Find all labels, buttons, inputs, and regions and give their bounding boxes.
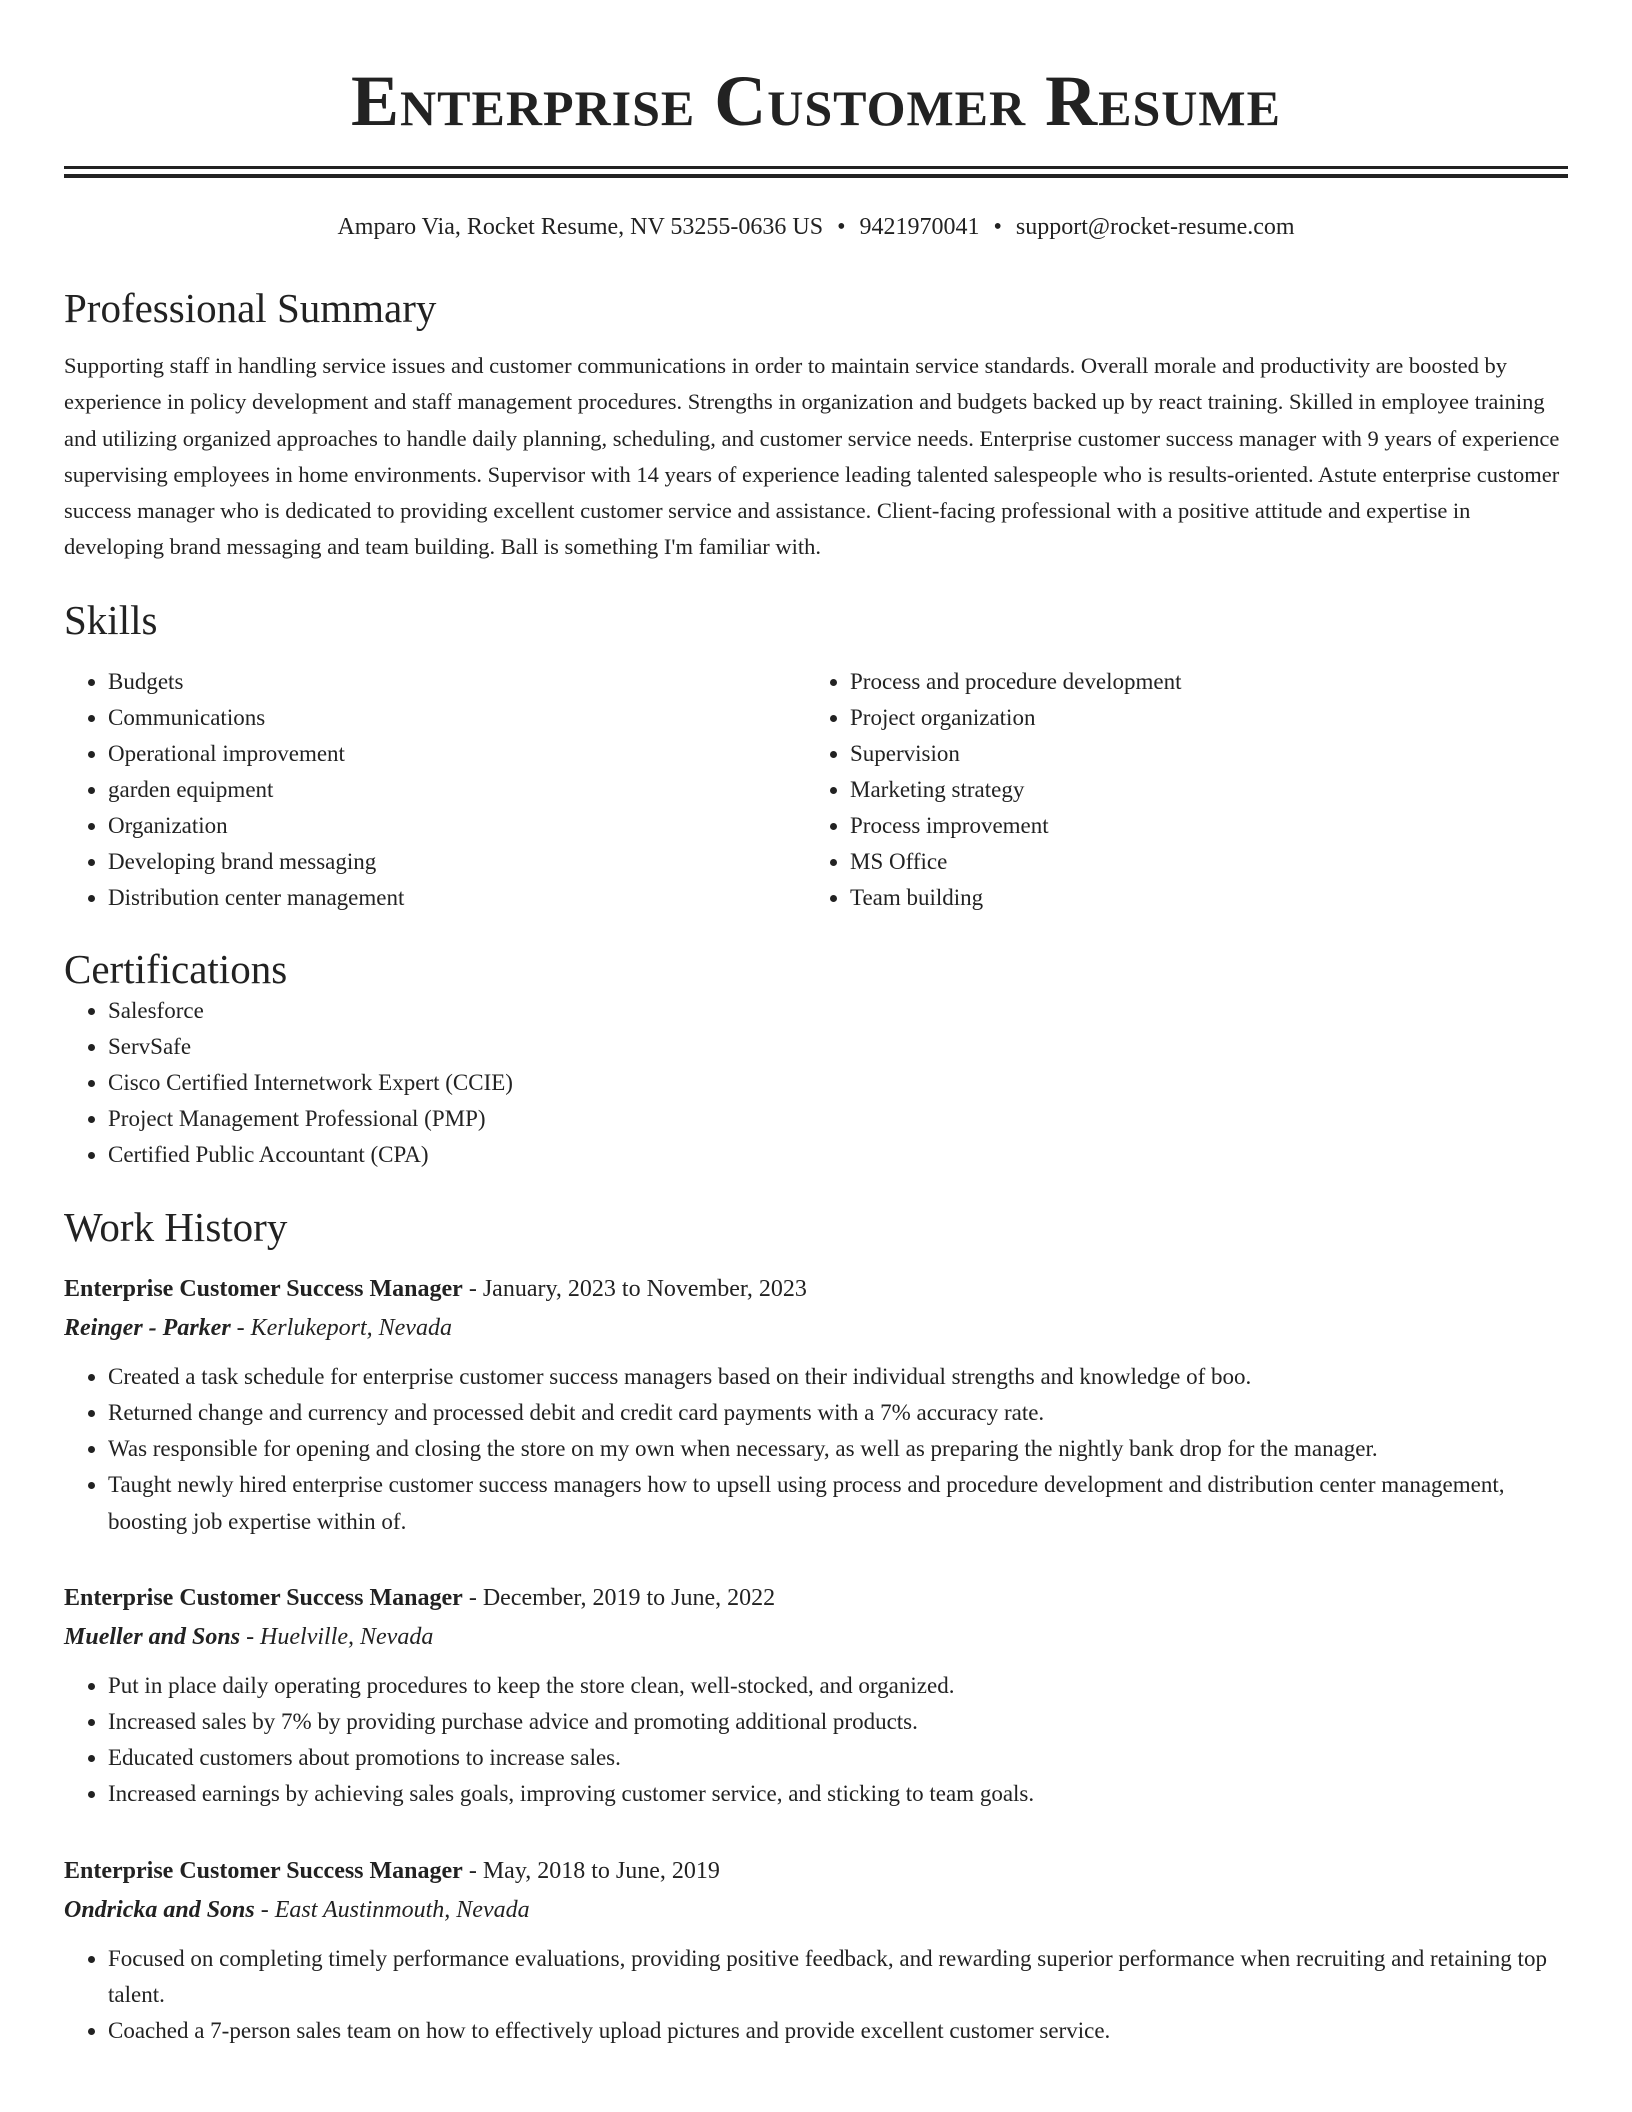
job-title-line	[64, 1578, 1568, 1618]
summary-text: Supporting staff in handling service issues and customer communications in order to maintain service standards. Overall morale and productivity are boosted by experience in policy development and staff management procedures. Strengths in organization and budgets backed up by react training. Skilled in employee training and utilizing organized approaches to handle daily planning, scheduling, and customer service needs. Enterprise customer success manager with 9 years of experience supervising employees in home environments. Supervisor with 14 years of experience leading talented salespeople who is results-oriented. Astute enterprise customer success manager who is dedicated to providing excellent customer service and assistance. Client-facing professional with a positive attitude and expertise in developing brand messaging and team building. Ball is something I'm familiar with.	[64, 353, 1560, 560]
job-location: - East Austinmouth, Nevada	[254, 1896, 530, 1923]
skill-item: • Distribution center management	[108, 880, 806, 916]
job-bullet: • Focused on completing timely performance evaluations, providing positive feedback, and rewarding superior performance when recruiting and retaining top talent.	[108, 1941, 1568, 2013]
certification-item: • Salesforce	[108, 993, 1568, 1029]
certifications-heading: Certifications	[64, 945, 288, 992]
certifications-list	[64, 993, 1568, 1173]
job-location: - Kerlukeport, Nevada	[230, 1314, 452, 1341]
job-title: Enterprise Customer Success Manager	[64, 1857, 463, 1884]
certification-item: • ServSafe	[108, 1029, 1568, 1065]
contact-phone[interactable]: 9421970041	[859, 214, 980, 240]
skill-item: • garden equipment	[108, 772, 806, 808]
skill-item: • Supervision	[850, 736, 1548, 772]
contact-line	[64, 212, 1568, 242]
job-company-line	[64, 1309, 1568, 1347]
job-bullet: • Increased earnings by achieving sales goals, improving customer service, and sticking to team goals.	[108, 1776, 1568, 1812]
certification-item: • Project Management Professional (PMP)	[108, 1101, 1568, 1137]
job-bullet: • Created a task schedule for enterprise customer success managers based on their individual strengths and knowledge of boo.	[108, 1359, 1568, 1395]
skill-item: • Process improvement	[850, 808, 1548, 844]
job-bullet: • Put in place daily operating procedures to keep the store clean, well-stocked, and organized.	[108, 1668, 1568, 1704]
job-bullet: • Educated customers about promotions to increase sales.	[108, 1740, 1568, 1776]
job-dates: - May, 2018 to June, 2019	[462, 1857, 720, 1884]
work-history-heading: Work History	[64, 1203, 288, 1250]
job-entry	[64, 1851, 1568, 2050]
resume-title: Enterprise Customer Resume	[351, 61, 1281, 141]
skills-heading: Skills	[64, 596, 158, 643]
skill-item: • Budgets	[108, 664, 806, 700]
contact-email[interactable]: support@rocket-resume.com	[1015, 214, 1295, 240]
job-company: Mueller and Sons	[64, 1623, 241, 1650]
job-company: Ondricka and Sons	[64, 1896, 255, 1923]
job-bullet: • Was responsible for opening and closing the store on my own when necessary, as well as preparing the nightly bank drop for the manager.	[108, 1431, 1568, 1467]
title-divider	[64, 166, 1568, 178]
skill-item: • Organization	[108, 808, 806, 844]
job-bullets	[64, 1668, 1568, 1813]
job-bullet: • Coached a 7-person sales team on how to effectively upload pictures and provide excellent customer service.	[108, 2013, 1568, 2049]
certification-item: • Certified Public Accountant (CPA)	[108, 1137, 1568, 1173]
skill-item: • Marketing strategy	[850, 772, 1548, 808]
job-entry	[64, 1578, 1568, 1813]
summary-heading: Professional Summary	[64, 285, 437, 331]
contact-separator: •	[993, 214, 1002, 240]
skills-column-left	[64, 664, 806, 916]
certification-item: • Cisco Certified Internetwork Expert (CCIE)	[108, 1065, 1568, 1101]
job-company-line	[64, 1618, 1568, 1656]
job-bullets	[64, 1941, 1568, 2050]
job-title: Enterprise Customer Success Manager	[64, 1275, 463, 1302]
skill-item: • Project organization	[850, 700, 1548, 736]
job-company-line	[64, 1891, 1568, 1929]
job-bullet: • Returned change and currency and processed debit and credit card payments with a 7% accuracy rate.	[108, 1395, 1568, 1431]
job-bullet: • Increased sales by 7% by providing purchase advice and promoting additional products.	[108, 1704, 1568, 1740]
skills-list	[64, 664, 1568, 916]
contact-address: Amparo Via, Rocket Resume, NV 53255-0636 US	[337, 214, 824, 240]
job-bullets	[64, 1359, 1568, 1540]
job-dates: - January, 2023 to November, 2023	[462, 1275, 807, 1302]
job-dates: - December, 2019 to June, 2022	[462, 1584, 776, 1611]
job-company: Reinger - Parker	[64, 1314, 231, 1341]
skill-item: • MS Office	[850, 844, 1548, 880]
job-entry	[64, 1269, 1568, 1540]
skill-item: • Team building	[850, 880, 1548, 916]
skill-item: • Operational improvement	[108, 736, 806, 772]
job-title-line	[64, 1851, 1568, 1891]
job-location: - Huelville, Nevada	[240, 1623, 434, 1650]
job-bullet: • Taught newly hired enterprise customer success managers how to upsell using process and procedure development and distribution center management, boosting job expertise within of.	[108, 1467, 1568, 1539]
skills-column-right	[806, 664, 1548, 916]
skill-item: • Communications	[108, 700, 806, 736]
job-title: Enterprise Customer Success Manager	[64, 1584, 463, 1611]
skill-item: • Process and procedure development	[850, 664, 1548, 700]
skill-item: • Developing brand messaging	[108, 844, 806, 880]
job-title-line	[64, 1269, 1568, 1309]
contact-separator: •	[837, 214, 846, 240]
